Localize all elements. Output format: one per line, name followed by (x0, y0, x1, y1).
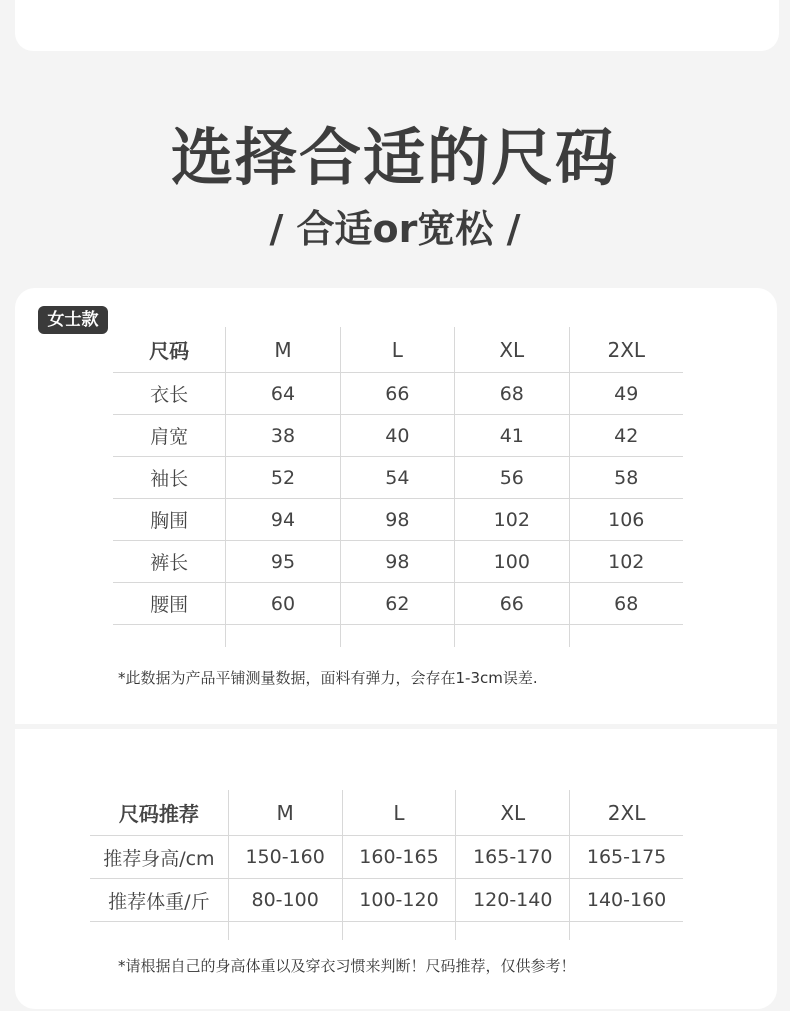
table-cell: 68 (569, 583, 683, 625)
table-row (113, 541, 683, 583)
table-cell: 165-170 (456, 836, 570, 879)
header-cell: L (342, 790, 456, 836)
table-cell: 102 (569, 541, 683, 583)
row-label: 腰围 (113, 583, 226, 625)
header-cell: L (340, 327, 454, 373)
table-cell: 100 (455, 541, 569, 583)
measurement-note: *此数据为产品平铺测量数据，面料有弹力，会存在1-3cm误差. (118, 669, 538, 687)
table-spacer-row (90, 922, 683, 941)
header-cell: 2XL (569, 327, 683, 373)
row-label: 推荐体重/斤 (90, 879, 228, 922)
header-cell: 尺码推荐 (90, 790, 228, 836)
table-cell: 98 (340, 541, 454, 583)
table-cell: 160-165 (342, 836, 456, 879)
size-table (113, 327, 683, 647)
row-label: 衣长 (113, 373, 226, 415)
table-header-row (90, 790, 683, 836)
table-cell: 49 (569, 373, 683, 415)
row-label: 推荐身高/cm (90, 836, 228, 879)
table-cell: 41 (455, 415, 569, 457)
table-cell: 95 (226, 541, 340, 583)
table-cell: 42 (569, 415, 683, 457)
header-cell: 2XL (570, 790, 683, 836)
table-header-row (113, 327, 683, 373)
row-label: 胸围 (113, 499, 226, 541)
table-cell: 80-100 (228, 879, 342, 922)
table-cell: 150-160 (228, 836, 342, 879)
table-cell: 98 (340, 499, 454, 541)
header-cell: XL (455, 327, 569, 373)
table-cell: 60 (226, 583, 340, 625)
row-label: 袖长 (113, 457, 226, 499)
table-cell: 100-120 (342, 879, 456, 922)
table-cell: 62 (340, 583, 454, 625)
table-cell: 66 (455, 583, 569, 625)
table-cell: 120-140 (456, 879, 570, 922)
table-cell: 40 (340, 415, 454, 457)
table-row (113, 583, 683, 625)
table-row (113, 415, 683, 457)
table-cell: 58 (569, 457, 683, 499)
table-cell: 38 (226, 415, 340, 457)
row-label: 肩宽 (113, 415, 226, 457)
table-row (90, 879, 683, 922)
header-cell: M (228, 790, 342, 836)
header-cell: 尺码 (113, 327, 226, 373)
page-title: 选择合适的尺码 (170, 121, 619, 194)
table-cell: 54 (340, 457, 454, 499)
table-row (113, 457, 683, 499)
table-cell: 140-160 (570, 879, 683, 922)
table-spacer-row (113, 625, 683, 648)
table-cell: 94 (226, 499, 340, 541)
table-row (113, 373, 683, 415)
table-cell: 165-175 (570, 836, 683, 879)
table-row (113, 499, 683, 541)
top-card (15, 0, 779, 51)
table-row (90, 836, 683, 879)
table-cell: 68 (455, 373, 569, 415)
recommend-table (90, 790, 683, 940)
recommend-note: *请根据自己的身高体重以及穿衣习惯来判断！尺码推荐，仅供参考！ (118, 957, 576, 975)
row-label: 裤长 (113, 541, 226, 583)
header-cell: XL (456, 790, 570, 836)
table-cell: 106 (569, 499, 683, 541)
page-subtitle: / 合适or宽松 / (269, 207, 521, 251)
category-badge: 女士款 (38, 306, 108, 334)
table-cell: 56 (455, 457, 569, 499)
table-cell: 102 (455, 499, 569, 541)
header-cell: M (226, 327, 340, 373)
table-cell: 66 (340, 373, 454, 415)
table-cell: 64 (226, 373, 340, 415)
table-cell: 52 (226, 457, 340, 499)
